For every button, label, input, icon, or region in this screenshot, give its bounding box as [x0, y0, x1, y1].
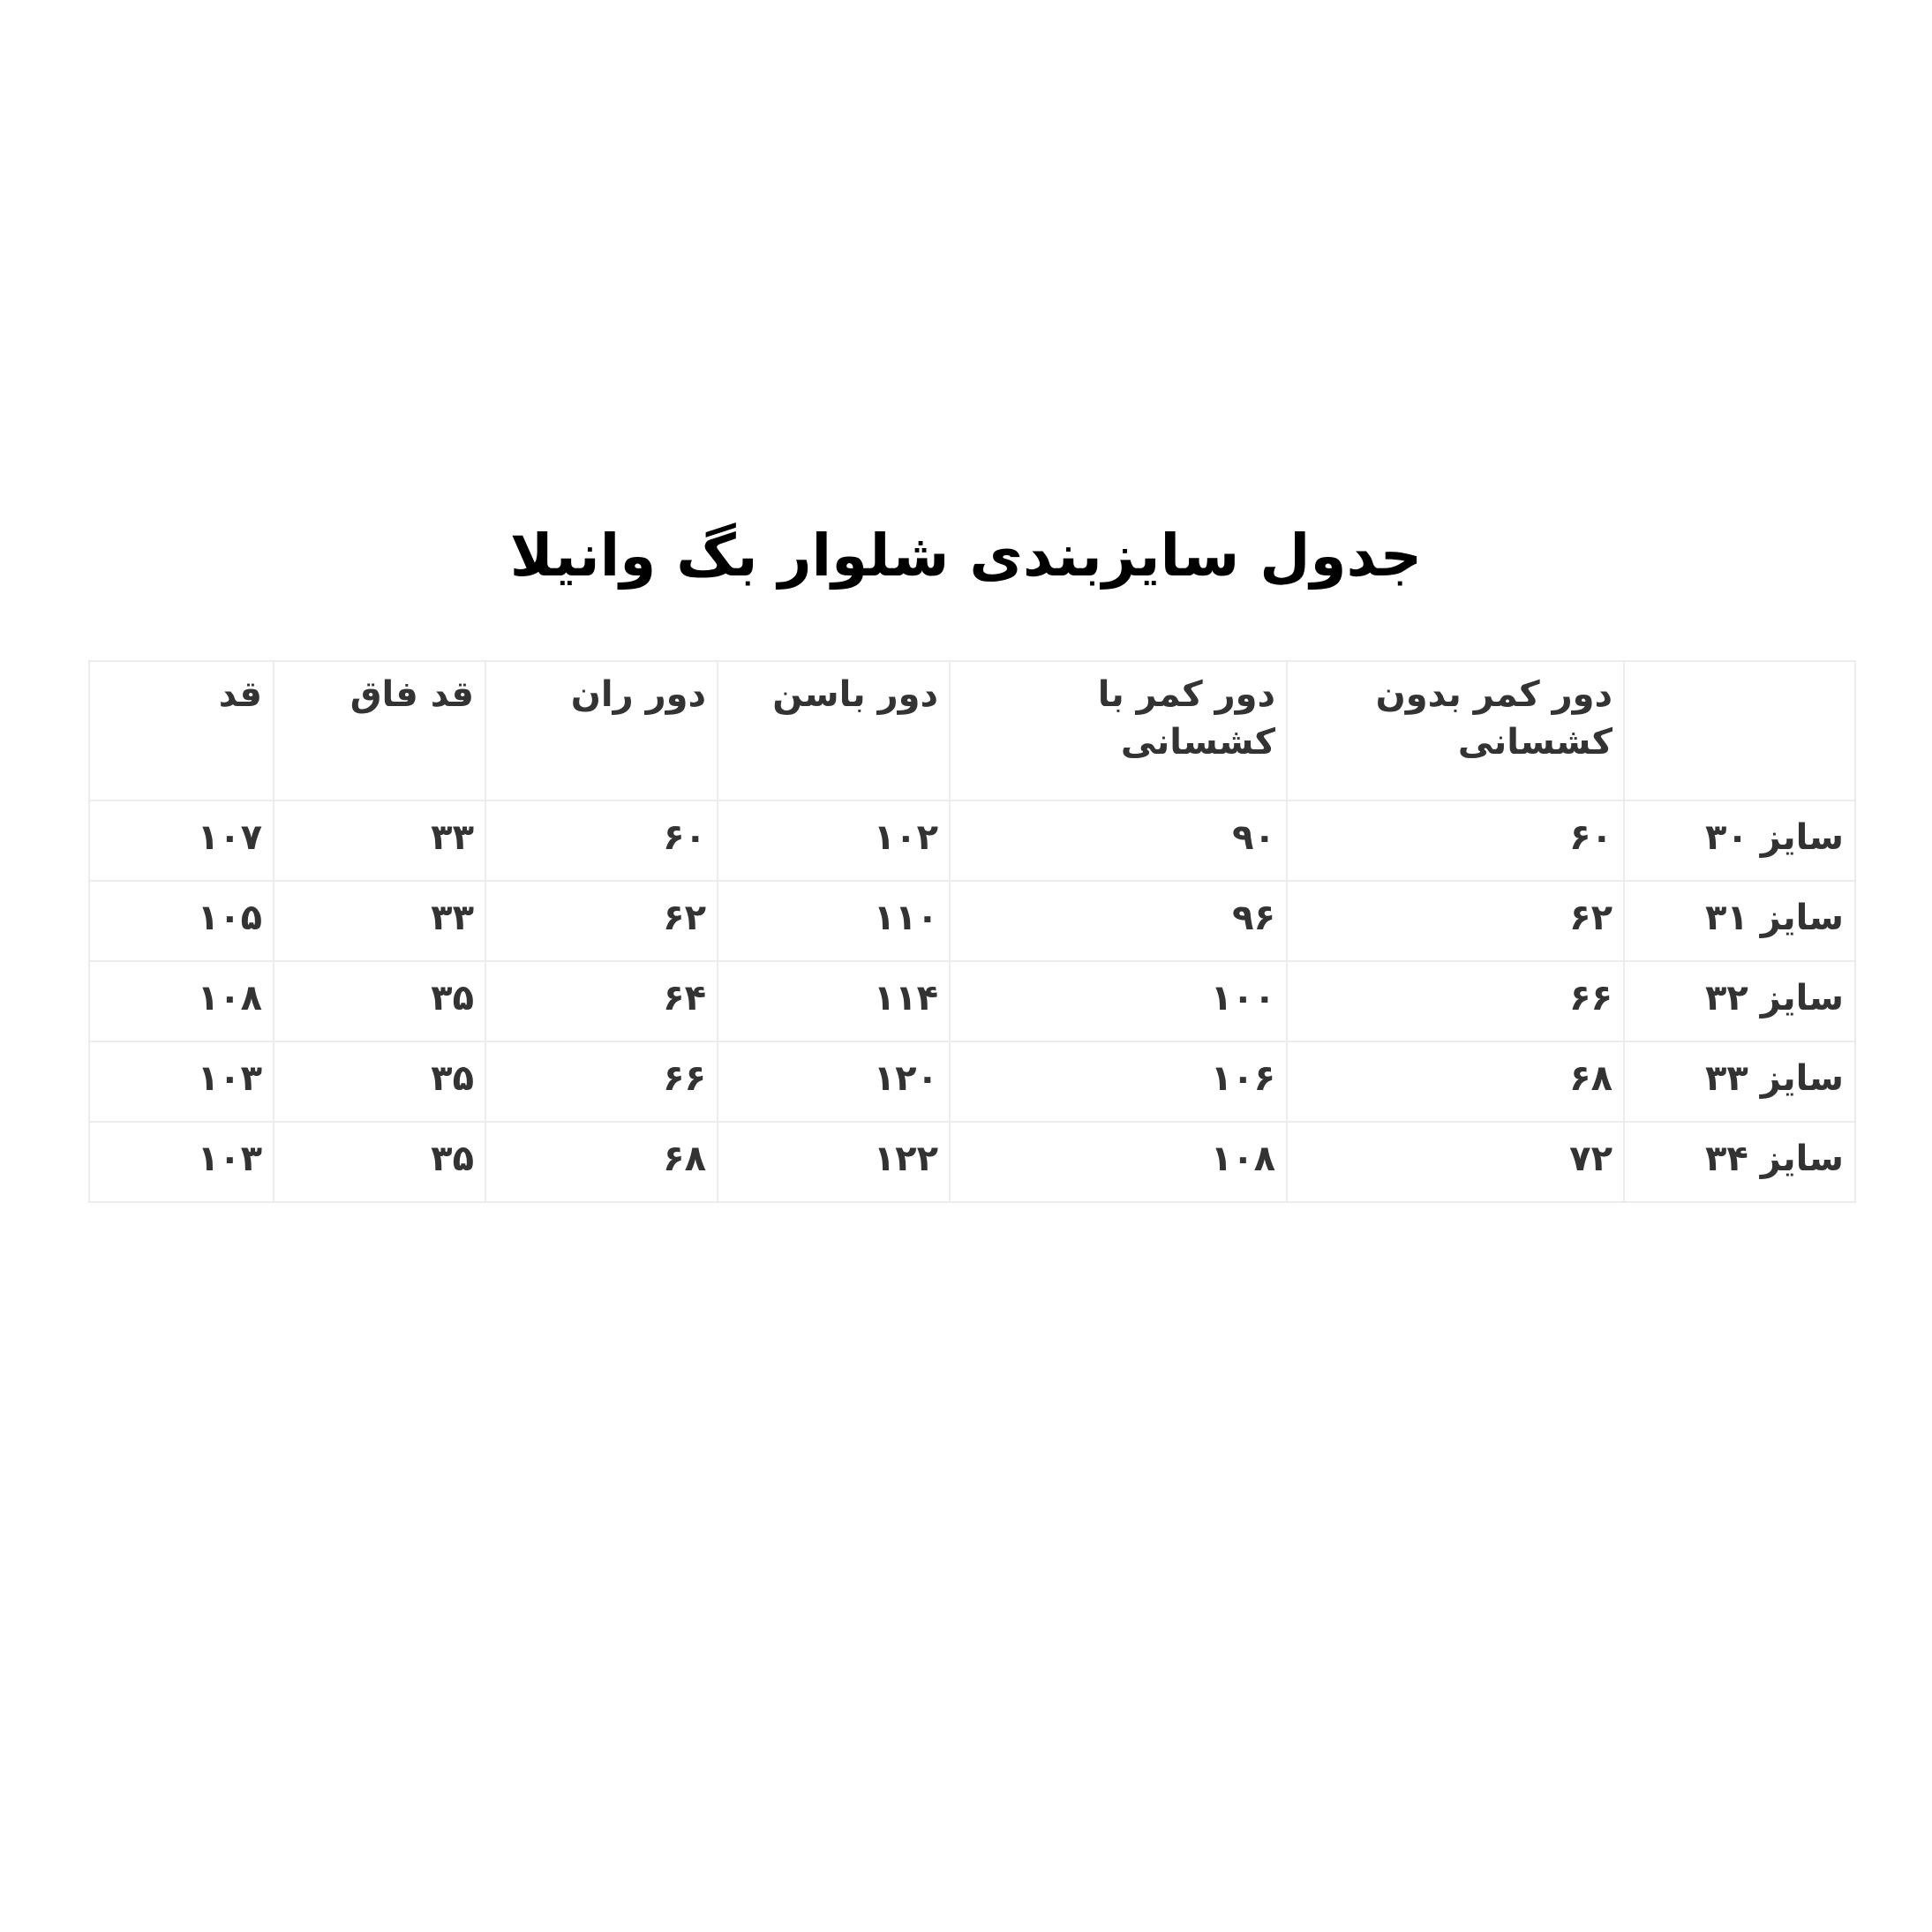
table-row: [89, 961, 1855, 1041]
length-cell: ۱۰۳: [89, 1122, 274, 1202]
table-row: [89, 1041, 1855, 1122]
header-waist-with-elastic: دور کمر با کشسانی: [950, 661, 1287, 801]
header-waist-no-elastic: دور کمر بدون کشسانی: [1287, 661, 1624, 801]
waist-with-elastic-cell: ۱۰۸: [950, 1122, 1287, 1202]
header-thigh: دور ران: [485, 661, 718, 801]
size-cell: سایز ۳۴: [1624, 1122, 1855, 1202]
waist-with-elastic-cell: ۱۰۰: [950, 961, 1287, 1041]
rise-cell: ۳۵: [274, 961, 485, 1041]
size-cell: سایز ۳۰: [1624, 801, 1855, 881]
size-cell: سایز ۳۱: [1624, 881, 1855, 961]
hip-cell: ۱۲۲: [718, 1122, 950, 1202]
waist-with-elastic-cell: ۱۰۶: [950, 1041, 1287, 1122]
table-row: [89, 801, 1855, 881]
length-cell: ۱۰۳: [89, 1041, 274, 1122]
hip-cell: ۱۱۰: [718, 881, 950, 961]
header-hip: دور باسن: [718, 661, 950, 801]
rise-cell: ۳۵: [274, 1122, 485, 1202]
waist-with-elastic-cell: ۹۶: [950, 881, 1287, 961]
rise-cell: ۳۳: [274, 801, 485, 881]
rise-cell: ۳۵: [274, 1041, 485, 1122]
header-rise: قد فاق: [274, 661, 485, 801]
waist-no-elastic-cell: ۶۰: [1287, 801, 1624, 881]
waist-no-elastic-cell: ۶۸: [1287, 1041, 1624, 1122]
page-title: جدول سایزبندی شلوار بگ وانیلا: [509, 522, 1423, 590]
hip-cell: ۱۲۰: [718, 1041, 950, 1122]
size-chart-table: [88, 660, 1856, 1203]
hip-cell: ۱۰۲: [718, 801, 950, 881]
waist-with-elastic-cell: ۹۰: [950, 801, 1287, 881]
header-size-label: [1624, 661, 1855, 801]
size-cell: سایز ۳۲: [1624, 961, 1855, 1041]
waist-no-elastic-cell: ۶۲: [1287, 881, 1624, 961]
thigh-cell: ۶۲: [485, 881, 718, 961]
hip-cell: ۱۱۴: [718, 961, 950, 1041]
thigh-cell: ۶۸: [485, 1122, 718, 1202]
rise-cell: ۳۳: [274, 881, 485, 961]
thigh-cell: ۶۰: [485, 801, 718, 881]
thigh-cell: ۶۶: [485, 1041, 718, 1122]
waist-no-elastic-cell: ۷۲: [1287, 1122, 1624, 1202]
size-cell: سایز ۳۳: [1624, 1041, 1855, 1122]
length-cell: ۱۰۷: [89, 801, 274, 881]
table-header-row: [89, 661, 1855, 801]
table-row: [89, 881, 1855, 961]
length-cell: ۱۰۸: [89, 961, 274, 1041]
header-length: قد: [89, 661, 274, 801]
length-cell: ۱۰۵: [89, 881, 274, 961]
thigh-cell: ۶۴: [485, 961, 718, 1041]
waist-no-elastic-cell: ۶۶: [1287, 961, 1624, 1041]
table-row: [89, 1122, 1855, 1202]
